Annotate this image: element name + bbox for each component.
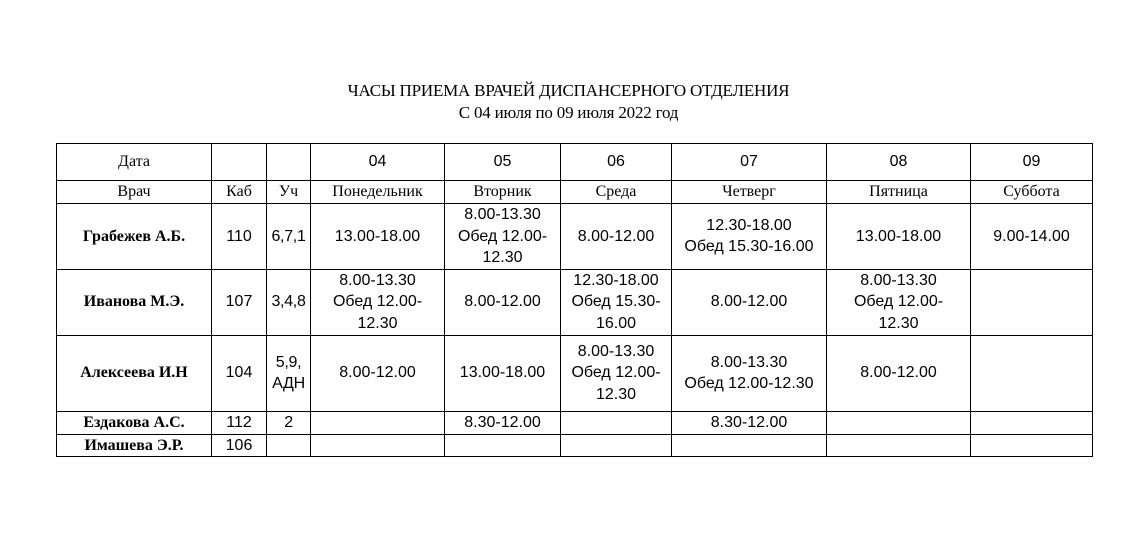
table-row xyxy=(57,204,1093,270)
schedule-line: Обед 15.30-16.00 xyxy=(684,238,814,256)
date-header: 07 xyxy=(672,144,827,181)
schedule-cell xyxy=(445,204,561,270)
header-day-row xyxy=(57,181,1093,204)
schedule-line: 9.00-14.00 xyxy=(993,227,1070,245)
schedule-line: 8.00-12.00 xyxy=(860,364,937,382)
district-column-header: Уч xyxy=(267,181,311,204)
doctor-name: Имашева Э.Р. xyxy=(57,434,212,457)
schedule-cell xyxy=(311,204,445,270)
room-number: 107 xyxy=(212,269,267,335)
schedule-cell xyxy=(445,335,561,411)
schedule-cell xyxy=(311,411,445,434)
schedule-cell xyxy=(311,269,445,335)
schedule-cell xyxy=(971,411,1093,434)
schedule-line: 8.00-12.00 xyxy=(464,293,541,311)
date-header: 09 xyxy=(971,144,1093,181)
doctor-name: Алексеева И.Н xyxy=(57,335,212,411)
schedule-line: 12.30 xyxy=(357,314,398,332)
schedule-line: 12.30 xyxy=(595,385,637,403)
schedule-line: 13.00-18.00 xyxy=(855,227,942,245)
table-row xyxy=(57,434,1093,457)
doctor-name: Грабежев А.Б. xyxy=(57,204,212,270)
schedule-line: Обед 12.00- xyxy=(571,364,661,382)
district-value: 2 xyxy=(284,413,293,431)
title-line-1: ЧАСЫ ПРИЕМА ВРАЧЕЙ ДИСПАНСЕРНОГО ОТДЕЛЕНИЯ xyxy=(347,81,790,100)
schedule-cell xyxy=(561,434,672,457)
schedule-cell xyxy=(827,335,971,411)
schedule-cell xyxy=(827,269,971,335)
room-number: 106 xyxy=(212,434,267,457)
doctor-column-header: Врач xyxy=(57,181,212,204)
header-date-row xyxy=(57,144,1093,181)
day-header: Пятница xyxy=(827,181,971,204)
schedule-line: 8.00-12.00 xyxy=(339,364,416,382)
schedule-cell xyxy=(827,411,971,434)
date-header: 05 xyxy=(445,144,561,181)
district-value: 3,4,8 xyxy=(271,293,306,311)
schedule-line: 8.00-13.30 xyxy=(577,342,655,360)
doctor-name: Ездакова А.С. xyxy=(57,411,212,434)
schedule-cell xyxy=(672,434,827,457)
table-row xyxy=(57,269,1093,335)
schedule-line: 12.30 xyxy=(482,249,523,266)
schedule-line: Обед 12.00-12.30 xyxy=(684,375,814,392)
date-header: 06 xyxy=(561,144,672,181)
schedule-cell xyxy=(311,434,445,457)
doctor-name: Иванова М.Э. xyxy=(57,269,212,335)
schedule-line: Обед 12.00- xyxy=(332,293,423,311)
table-row xyxy=(57,411,1093,434)
schedule-cell xyxy=(672,204,827,270)
header-empty-cell xyxy=(267,144,311,181)
room-number: 104 xyxy=(212,335,267,411)
date-header: 04 xyxy=(311,144,445,181)
day-header: Понедельник xyxy=(311,181,445,204)
day-header: Четверг xyxy=(672,181,827,204)
district-cell xyxy=(267,411,311,434)
table-row xyxy=(57,335,1093,411)
schedule-cell xyxy=(445,411,561,434)
district-value: АДН xyxy=(272,375,305,392)
district-cell xyxy=(267,204,311,270)
schedule-cell xyxy=(827,204,971,270)
schedule-line: 13.00-18.00 xyxy=(334,227,421,245)
schedule-line: Обед 12.00- xyxy=(457,227,548,245)
schedule-line: 8.00-12.00 xyxy=(710,293,788,311)
room-column-header: Каб xyxy=(212,181,267,204)
schedule-line: Обед 12.00- xyxy=(853,293,944,311)
schedule-cell xyxy=(971,335,1093,411)
header-empty-cell xyxy=(212,144,267,181)
schedule-line: 8.00-13.30 xyxy=(339,271,416,289)
schedule-cell xyxy=(561,204,672,270)
schedule-cell xyxy=(445,434,561,457)
district-cell xyxy=(267,335,311,411)
day-header: Среда xyxy=(561,181,672,204)
schedule-line: 13.00-18.00 xyxy=(459,364,546,382)
schedule-cell xyxy=(971,434,1093,457)
schedule-line: 12.30-18.00 xyxy=(706,216,792,234)
schedule-table xyxy=(56,143,1093,457)
date-header: 08 xyxy=(827,144,971,181)
schedule-cell xyxy=(672,269,827,335)
schedule-cell xyxy=(672,411,827,434)
schedule-cell xyxy=(311,335,445,411)
room-number: 110 xyxy=(212,204,267,270)
schedule-cell xyxy=(561,269,672,335)
date-label: Дата xyxy=(57,144,212,181)
schedule-line: 8.00-13.30 xyxy=(710,353,788,371)
schedule-line: Обед 15.30- xyxy=(571,293,661,311)
schedule-line: 16.00 xyxy=(595,314,637,332)
district-value: 5,9, xyxy=(275,353,302,371)
schedule-line: 8.30-12.00 xyxy=(710,413,788,431)
schedule-line: 8.00-13.30 xyxy=(464,206,541,223)
district-cell xyxy=(267,269,311,335)
day-header: Суббота xyxy=(971,181,1093,204)
room-number: 112 xyxy=(212,411,267,434)
district-cell xyxy=(267,434,311,457)
schedule-line: 12.30-18.00 xyxy=(573,271,659,289)
document-title xyxy=(0,80,1137,124)
schedule-cell xyxy=(445,269,561,335)
schedule-cell xyxy=(672,335,827,411)
district-value: 6,7,1 xyxy=(271,227,306,245)
schedule-line: 8.00-12.00 xyxy=(577,227,655,245)
schedule-cell xyxy=(827,434,971,457)
title-line-2: С 04 июля по 09 июля 2022 год xyxy=(458,103,679,122)
schedule-cell xyxy=(561,335,672,411)
schedule-cell xyxy=(971,269,1093,335)
schedule-line: 8.30-12.00 xyxy=(464,413,541,431)
schedule-cell xyxy=(561,411,672,434)
schedule-line: 12.30 xyxy=(878,314,919,332)
day-header: Вторник xyxy=(445,181,561,204)
schedule-cell xyxy=(971,204,1093,270)
schedule-line: 8.00-13.30 xyxy=(860,271,937,289)
